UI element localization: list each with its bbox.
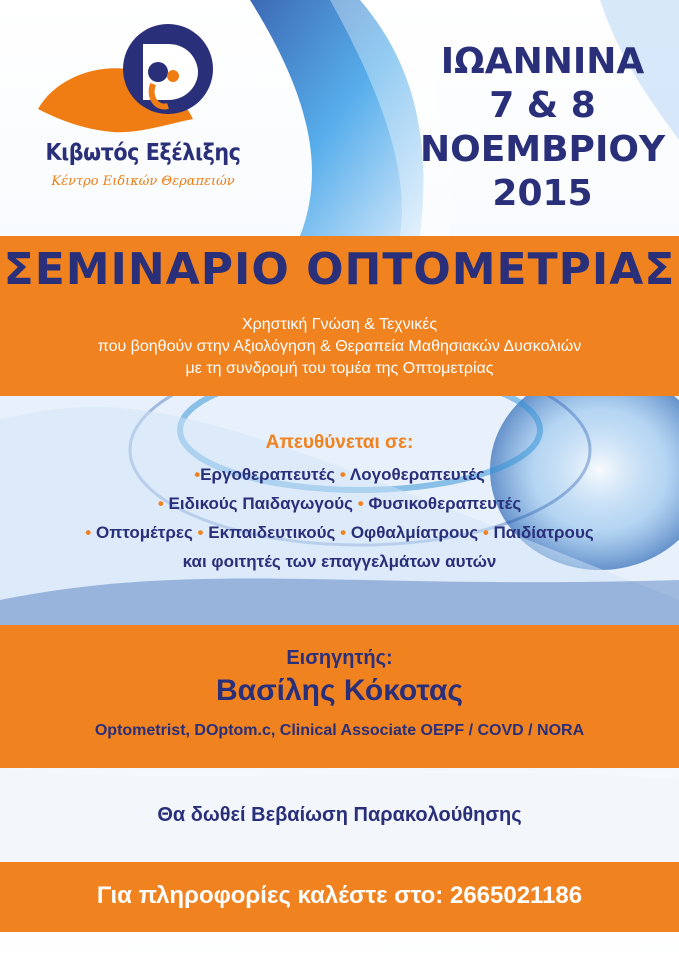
logo-subtitle: Κέντρο Ειδικών Θεραπειών xyxy=(51,174,235,189)
audience-item: Ειδικούς Παιδαγωγούς xyxy=(168,494,353,513)
speaker-name: Βασίλης Κόκοτας xyxy=(215,674,464,707)
bullet-icon: • xyxy=(482,523,489,542)
event-month: ΝΟΕΜΒΡΙΟΥ xyxy=(419,129,666,170)
subtitle-line: που βοηθούν στην Αξιολόγηση & Θεραπεία Μαθησιακών Δυσκολιών xyxy=(97,338,582,355)
bullet-icon: • xyxy=(85,523,92,542)
event-year: 2015 xyxy=(492,173,593,214)
bullet-icon: • xyxy=(339,465,346,484)
audience-item: Εκπαιδευτικούς xyxy=(208,523,336,542)
audience-item: Οφθαλμίατρους xyxy=(350,523,479,542)
subtitle-line: με τη συνδρομή του τομέα της Οπτομετρίας xyxy=(185,360,494,377)
certificate-notice: Θα δωθεί Βεβαίωση Παρακολούθησης xyxy=(157,804,522,826)
speaker-credentials: Optometrist, DOptom.c, Clinical Associate OEPF / COVD / NORA xyxy=(94,722,585,739)
bullet-icon: • xyxy=(194,465,201,484)
bullet-icon: • xyxy=(357,494,364,513)
audience-item: Φυσικοθεραπευτές xyxy=(368,494,522,513)
subtitle-line: Χρηστική Γνώση & Τεχνικές xyxy=(241,316,438,333)
bullet-icon: • xyxy=(340,523,347,542)
audience-section xyxy=(0,432,679,576)
audience-item: Παιδίατρους xyxy=(493,523,594,542)
audience-item: Οπτομέτρες xyxy=(95,523,193,542)
bullet-icon: • xyxy=(157,494,164,513)
audience-heading: Απευθύνεται σε: xyxy=(265,432,414,453)
event-days: 7 & 8 xyxy=(489,85,596,126)
audience-line xyxy=(0,460,679,489)
event-city: ΙΩΑΝΝΙΝΑ xyxy=(440,41,645,82)
audience-item: Λογοθεραπευτές xyxy=(349,465,485,484)
logo-name: Κιβωτός Εξέλιξης xyxy=(45,140,241,166)
audience-line xyxy=(0,518,679,547)
speaker-label: Εισηγητής: xyxy=(286,647,393,669)
event-date xyxy=(410,40,675,216)
seminar-subtitle xyxy=(0,314,679,380)
contact-info: Για πληροφορίες καλέστε στο: 2665021186 xyxy=(96,882,583,909)
audience-closing: και φοιτητές των επαγγελμάτων αυτών xyxy=(182,552,497,571)
bullet-icon: • xyxy=(197,523,204,542)
audience-line xyxy=(0,489,679,518)
audience-item: Εργοθεραπευτές xyxy=(200,465,336,484)
seminar-title: ΣΕΜΙΝΑΡΙΟ ΟΠΤΟΜΕΤΡΙΑΣ xyxy=(3,244,676,295)
